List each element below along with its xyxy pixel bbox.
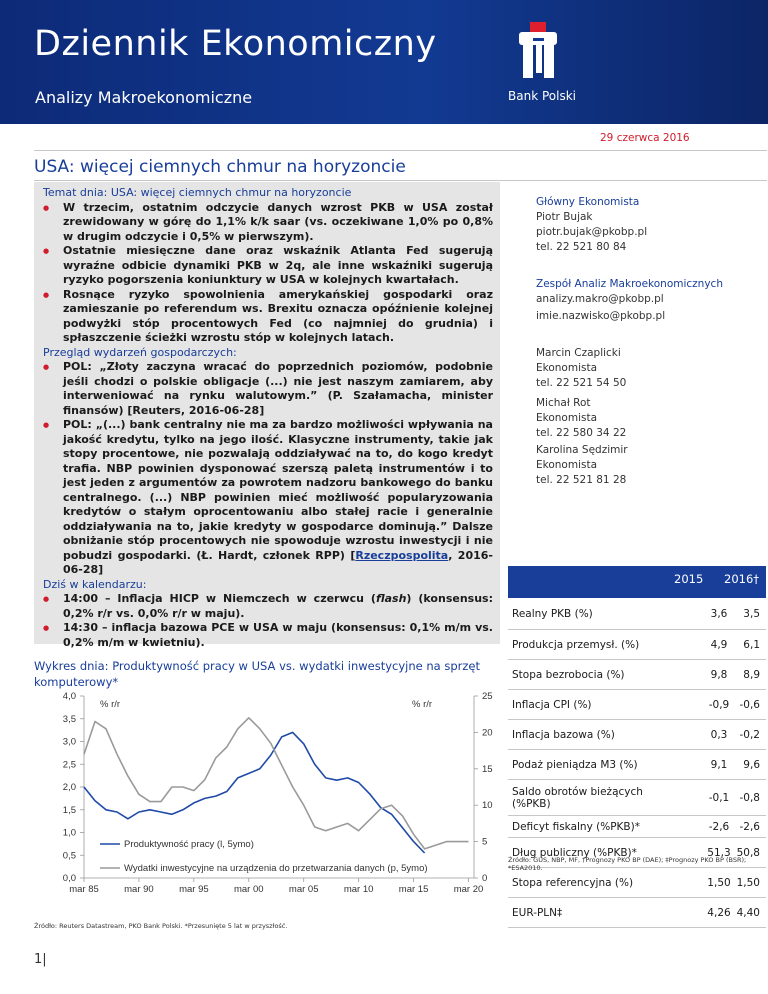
theme-bullet: ● Rosnące ryzyko spowolnienia amerykańskiej gospodarki oraz zamieszanie po referendum ws. Brexitu oznacza opóźnienie kolejnej podwyżki stóp procentowych Fed (co najmniej do grudnia) i spłaszczenie ścieżki wzrostu stóp w kolejnych latach.: [43, 288, 493, 346]
table-row: [508, 630, 766, 660]
row-label: Stopa referencyjna (%): [512, 876, 634, 889]
economist-phone: tel. 22 521 81 28: [536, 474, 627, 486]
value-2015: 9,1: [710, 758, 728, 771]
row-label: Stopa bezrobocia (%): [512, 668, 625, 681]
value-2016: 3,5: [743, 607, 760, 620]
productivity-line: [84, 732, 425, 853]
row-label: Inflacja bazowa (%): [512, 728, 615, 741]
row-label: Podaż pieniądza M3 (%): [512, 758, 638, 771]
value-2015: 4,9: [710, 638, 728, 651]
value-2015: 4,26: [707, 906, 731, 919]
table-row: [508, 868, 766, 898]
col-2015: 2015: [674, 572, 704, 586]
divider: [34, 150, 767, 151]
value-2015: -0,1: [708, 791, 730, 804]
divider: [34, 180, 767, 181]
economist-name: Marcin Czaplicki: [536, 347, 621, 359]
chief-email[interactable]: piotr.bujak@pkobp.pl: [536, 226, 648, 238]
chart-svg: [34, 688, 500, 920]
y-left-tick-label: 0,5: [62, 850, 76, 862]
value-2016: 50,8: [736, 846, 760, 859]
chart-title: Wykres dnia: Produktywność pracy w USA vs. wydatki inwestycyjne na sprzęt komputerowy*: [34, 659, 481, 689]
y-right-tick-label: 5: [482, 836, 488, 848]
y-right-tick-label: 10: [482, 800, 493, 812]
page-number: 1|: [34, 952, 47, 967]
value-2016: -0,8: [739, 791, 760, 804]
value-2015: 1,50: [707, 876, 731, 889]
table-row: [508, 750, 766, 780]
value-2016: -0,2: [739, 728, 760, 741]
value-2015: 3,6: [710, 607, 728, 620]
economist-role: Ekonomista: [536, 362, 598, 374]
y-right-tick-label: 25: [482, 691, 493, 702]
calendar-heading: Dziś w kalendarzu:: [43, 577, 147, 591]
table-row: [508, 660, 766, 690]
y-left-tick-label: 2,5: [62, 759, 76, 771]
x-tick-label: mar 20: [453, 884, 484, 895]
y-left-tick-label: 4,0: [62, 691, 76, 702]
newsletter-title: Dziennik Ekonomiczny: [34, 24, 437, 64]
table-row: [508, 720, 766, 750]
x-tick-label: mar 05: [288, 884, 319, 895]
value-2016: 4,40: [736, 906, 760, 919]
y-right-unit: % r/r: [412, 699, 433, 710]
review-item: ● POL: „(...) bank centralny nie ma za bardzo możliwości wpływania na jakość kredytu, tylko na jego ilość. Klasyczne instrumenty, takie jak stopy procentowe, nie pozwalają oddziaływać na to, do kogo kredyt trafia. NBP powinien dysponować szerszą paletą instrumentów i to jest jeden z argumentów za powrotem nadzoru bankowego do banku centralnego. (...) NBP powinien mieć możliwość popularyzowania kredytów o stałym oprocentowaniu albo stałej racie i generalnie oddziaływania na to, jakie kredyty w gospodarce dominują.” Dalsze obniżanie stóp procentowych nie spowoduje wzrostu inwestycji i nie pobudzi gospodarki. (Ł. Hardt, członek RPP) [Rzeczpospolita, 2016-06-28]: [43, 418, 493, 578]
economist-phone: tel. 22 580 34 22: [536, 427, 627, 439]
y-right-tick-label: 0: [482, 873, 488, 884]
economist-contact: [536, 346, 626, 391]
table-row: [508, 898, 766, 928]
y-left-tick-label: 3,5: [62, 713, 76, 725]
value-2016: 9,6: [743, 758, 760, 771]
legend-label: Produktywność pracy (l, 5ymo): [124, 839, 254, 850]
theme-bullet: ● W trzecim, ostatnim odczycie danych wzrost PKB w USA został zrewidowany w górę do 1,1% k/k saar (vs. oczekiwane 1,0% po 0,8% w drugim odczycie i 0,5% w pierwszym).: [43, 201, 493, 245]
team-heading: Zespół Analiz Makroekonomicznych: [536, 278, 723, 290]
table-source: Źródło: GUS, NBP, MF, †Prognozy PKO BP (DAE); ‡Prognozy PKO BP (BSR); *ESA2010.: [508, 856, 747, 872]
it-investment-line: [84, 718, 469, 849]
header-banner: [0, 0, 768, 124]
forecast-table: [508, 598, 766, 928]
y-left-tick-label: 0,0: [62, 873, 76, 884]
chief-phone: tel. 22 521 80 84: [536, 241, 627, 253]
theme-bullet: ● Ostatnie miesięczne dane oraz wskaźnik Atlanta Fed sugerują wyraźne odbicie dynamiki PKB w 2q, ale inne wskaźniki sugerują ryzyko pogorszenia koniunktury w USA w kolejnych kwartałach.: [43, 244, 493, 288]
y-left-tick-label: 1,5: [62, 804, 76, 816]
row-label: Dług publiczny (%PKB)*: [512, 846, 637, 859]
chief-name: Piotr Bujak: [536, 211, 593, 223]
economist-name: Karolina Sędzimir: [536, 444, 628, 456]
value-2015: -0,9: [708, 698, 730, 711]
pko-bp-logo-icon: [514, 22, 562, 80]
team-block: [536, 277, 723, 324]
legend-label: Wydatki inwestycyjne na urządzenia do przetwarzania danych (p, 5ymo): [124, 863, 428, 874]
chart: [34, 688, 500, 920]
table-row: [508, 816, 766, 838]
economist-contact: [536, 443, 628, 488]
calendar-item: ● 14:30 – inflacja bazowa PCE w USA w maju (konsensus: 0,1% m/m vs. 0,2% m/m w kwietniu).: [43, 621, 493, 650]
economist-role: Ekonomista: [536, 459, 598, 471]
report-date: 29 czerwca 2016: [600, 132, 690, 144]
value-2016: -0,6: [739, 698, 760, 711]
x-tick-label: mar 10: [343, 884, 374, 895]
source-link[interactable]: Rzeczpospolita: [355, 548, 449, 562]
y-right-tick-label: 20: [482, 727, 493, 739]
table-row: [508, 690, 766, 720]
chief-heading: Główny Ekonomista: [536, 196, 640, 208]
chart-source: Źródło: Reuters Datastream, PKO Bank Polski. *Przesunięte 5 lat w przyszłość.: [34, 922, 288, 930]
value-2015: 51,3: [707, 846, 731, 859]
value-2016: 1,50: [736, 876, 760, 889]
review-item: ● POL: „Złoty zaczyna wracać do poprzednich poziomów, podobnie jeśli chodzi o polskie obligacje (...) nie jest naszym zamiarem, aby interweniować na rynku walutowym.” (P. Szałamacha, minister finansów) [Reuters, 2016-06-28]: [43, 360, 493, 418]
value-2016: 8,9: [743, 668, 760, 681]
chief-economist-block: [536, 195, 647, 255]
row-label: Saldo obrotów bieżących (%PKB): [512, 785, 643, 810]
economist-name: Michał Rot: [536, 397, 591, 409]
review-heading: Przegląd wydarzeń gospodarczych:: [43, 345, 237, 359]
row-label: Produkcja przemysł. (%): [512, 638, 640, 651]
x-tick-label: mar 90: [124, 884, 154, 895]
y-right-tick-label: 15: [482, 763, 493, 775]
value-2015: 9,8: [710, 668, 728, 681]
economist-phone: tel. 22 521 54 50: [536, 377, 627, 389]
summary-box: [34, 182, 500, 649]
page-title: USA: więcej ciemnych chmur na horyzoncie: [34, 157, 406, 177]
value-2016: -2,6: [739, 820, 760, 833]
theme-heading: Temat dnia: USA: więcej ciemnych chmur na horyzoncie: [43, 186, 352, 199]
row-label: EUR-PLN‡: [512, 906, 563, 919]
x-tick-label: mar 15: [398, 884, 429, 895]
value-2015: 0,3: [710, 728, 728, 741]
table-row: [508, 780, 766, 816]
col-2016: 2016†: [724, 572, 760, 586]
brand-name: Bank Polski: [508, 89, 576, 103]
x-tick-label: mar 95: [179, 884, 209, 895]
calendar-item: ● 14:00 – Inflacja HICP w Niemczech w czerwcu (flash) (konsensus: 0,2% r/r vs. 0,0% r/r w maju).: [43, 592, 493, 621]
y-left-tick-label: 2,0: [62, 782, 76, 793]
x-tick-label: mar 00: [233, 884, 264, 895]
newsletter-subtitle: Analizy Makroekonomiczne: [35, 88, 253, 107]
economist-contact: [536, 396, 626, 441]
economist-role: Ekonomista: [536, 412, 598, 424]
value-2016: 6,1: [743, 638, 760, 651]
team-email-pattern: imie.nazwisko@pkobp.pl: [536, 310, 666, 322]
row-label: Inflacja CPI (%): [512, 698, 592, 711]
table-row: [508, 598, 766, 630]
y-left-unit: % r/r: [100, 699, 121, 710]
forecast-table-header: [508, 566, 766, 598]
team-email[interactable]: analizy.makro@pkobp.pl: [536, 293, 664, 305]
row-label: Deficyt fiskalny (%PKB)*: [512, 820, 640, 833]
x-tick-label: mar 85: [69, 884, 99, 895]
value-2015: -2,6: [708, 820, 730, 833]
row-label: Realny PKB (%): [512, 607, 593, 620]
y-left-tick-label: 1,0: [62, 827, 76, 839]
y-left-tick-label: 3,0: [62, 736, 76, 748]
